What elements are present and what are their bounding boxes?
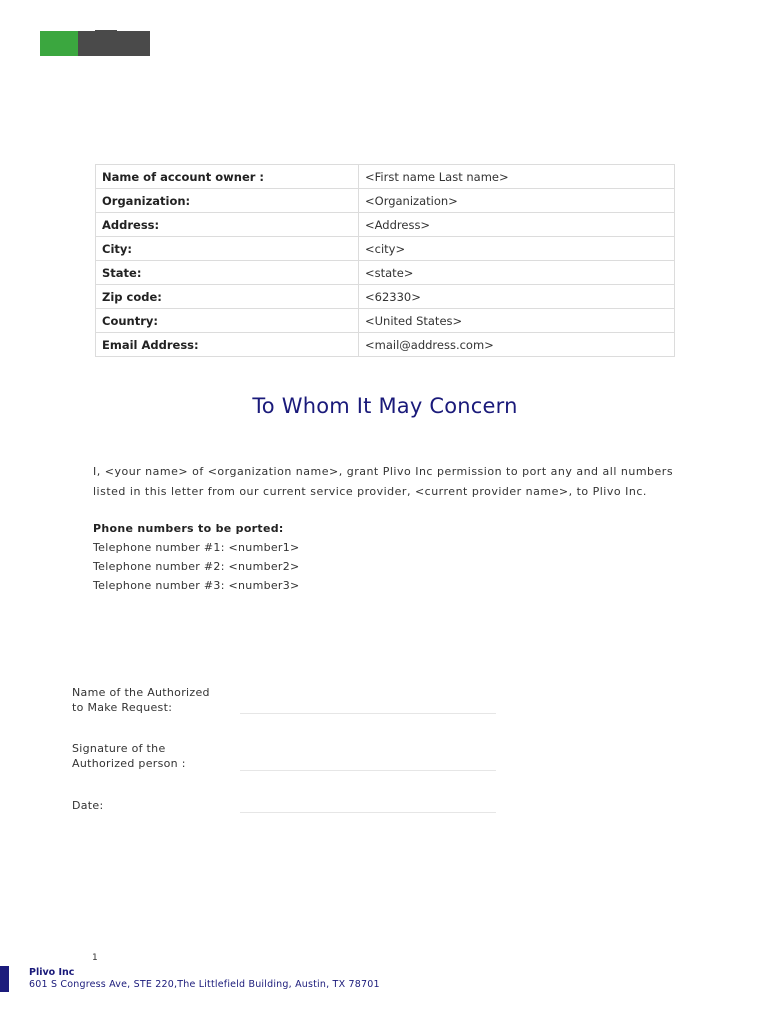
- row-label: State:: [96, 261, 359, 285]
- row-label: Name of account owner :: [96, 165, 359, 189]
- row-label: Organization:: [96, 189, 359, 213]
- table-row: [96, 165, 675, 189]
- table-row: [96, 189, 675, 213]
- footer-address: 601 S Congress Ave, STE 220,The Littlefield Building, Austin, TX 78701: [29, 979, 380, 990]
- row-value: <United States>: [359, 309, 675, 333]
- logo-dark-block: [78, 31, 150, 56]
- logo-dark-notch: [95, 30, 117, 34]
- phone-number-item: Telephone number #2: <number2>: [93, 560, 300, 573]
- row-value: <Organization>: [359, 189, 675, 213]
- body-line-2: listed in this letter from our current service provider, <current provider name>, to Plivo Inc.: [93, 484, 647, 498]
- page-number: 1: [92, 953, 98, 963]
- row-label: Country:: [96, 309, 359, 333]
- row-label: Zip code:: [96, 285, 359, 309]
- table-row: [96, 333, 675, 357]
- date-line: [240, 812, 496, 813]
- row-value: <First name Last name>: [359, 165, 675, 189]
- authorized-name-label: [72, 685, 210, 715]
- row-value: <city>: [359, 237, 675, 261]
- authorized-name-label-line2: to Make Request:: [72, 701, 173, 714]
- authorized-name-line: [240, 713, 496, 714]
- footer-company: Plivo Inc: [29, 967, 75, 978]
- row-value: <Address>: [359, 213, 675, 237]
- letter-body: [93, 462, 683, 501]
- row-value: <mail@address.com>: [359, 333, 675, 357]
- signature-line: [240, 770, 496, 771]
- row-label: City:: [96, 237, 359, 261]
- row-label: Email Address:: [96, 333, 359, 357]
- signature-label-line1: Signature of the: [72, 742, 166, 755]
- phone-numbers-heading: Phone numbers to be ported:: [93, 522, 284, 535]
- table-row: [96, 213, 675, 237]
- table-row: [96, 237, 675, 261]
- footer-accent-bar: [0, 966, 9, 992]
- table-row: [96, 261, 675, 285]
- letter-title: To Whom It May Concern: [252, 394, 518, 418]
- table-row: [96, 309, 675, 333]
- logo-green-block: [40, 31, 78, 56]
- body-line-1: I, <your name> of <organization name>, grant Plivo Inc permission to port any and all numbers: [93, 465, 674, 478]
- signature-label: [72, 741, 186, 771]
- row-label: Address:: [96, 213, 359, 237]
- row-value: <state>: [359, 261, 675, 285]
- signature-label-line2: Authorized person :: [72, 757, 186, 770]
- phone-numbers-section: [93, 519, 300, 595]
- authorized-name-label-line1: Name of the Authorized: [72, 686, 210, 699]
- table-row: [96, 285, 675, 309]
- phone-number-item: Telephone number #1: <number1>: [93, 541, 300, 554]
- row-value: <62330>: [359, 285, 675, 309]
- date-label: Date:: [72, 799, 104, 812]
- account-info-table: [95, 164, 675, 357]
- company-logo: [40, 31, 150, 56]
- phone-number-item: Telephone number #3: <number3>: [93, 579, 300, 592]
